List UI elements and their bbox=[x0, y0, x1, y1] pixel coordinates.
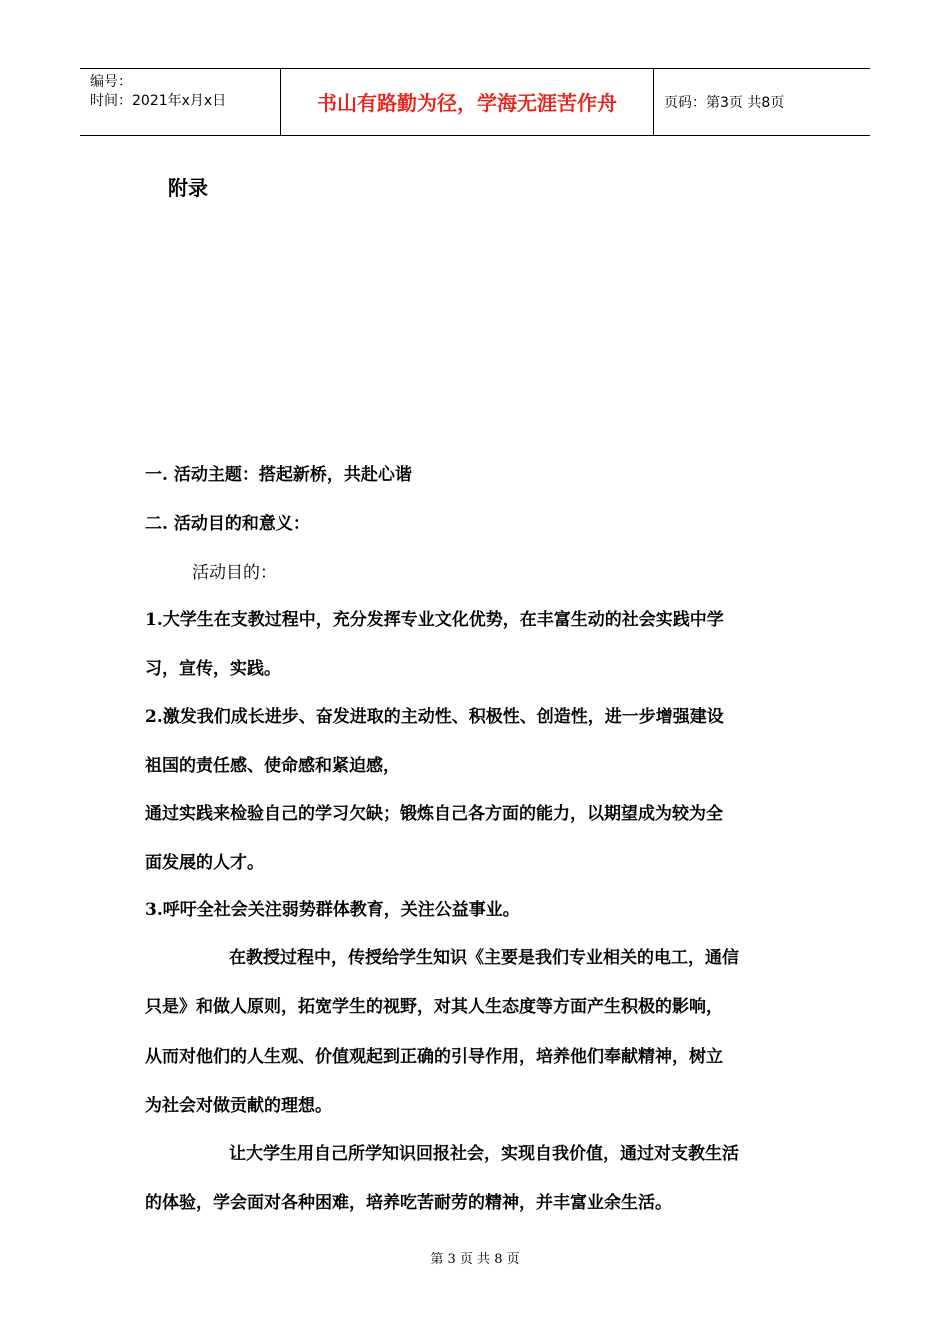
paragraph-line: 的体验，学会面对各种困难，培养吃苦耐劳的精神，并丰富业余生活。 bbox=[145, 1193, 672, 1213]
paragraph-line: 让大学生用自己所学知识回报社会，实现自我价值，通过对支教生活 bbox=[229, 1144, 739, 1164]
header-meta bbox=[80, 69, 280, 135]
paragraph-line: 从而对他们的人生观、价值观起到正确的引导作用，培养他们奉献精神，树立 bbox=[145, 1047, 723, 1067]
paragraph-line: 面发展的人才。 bbox=[145, 853, 264, 873]
paragraph-line: 3.呼吁全社会关注弱势群体教育，关注公益事业。 bbox=[145, 900, 520, 920]
paragraph-line: 通过实践来检验自己的学习欠缺；锻炼自己各方面的能力，以期望成为较为全 bbox=[145, 804, 723, 824]
paragraph-line: 2.激发我们成长进步、奋发进取的主动性、积极性、创造性，进一步增强建设 bbox=[145, 707, 724, 727]
paragraph-line: 在教授过程中，传授给学生知识《主要是我们专业相关的电工，通信 bbox=[229, 948, 739, 968]
header-motto: 书山有路勤为径，学海无涯苦作舟 bbox=[280, 69, 654, 135]
section-theme: 一. 活动主题：搭起新桥，共赴心谐 bbox=[145, 465, 412, 485]
paragraph-line: 祖国的责任感、使命感和紧迫感， bbox=[145, 756, 400, 776]
paragraph-line: 1.大学生在支教过程中，充分发挥专业文化优势，在丰富生动的社会实践中学 bbox=[145, 610, 724, 630]
header-time-label: 时间：2021年x月x日 bbox=[90, 93, 227, 109]
page-footer: 第 3 页 共 8 页 bbox=[430, 1252, 520, 1267]
paragraph-line: 只是》和做人原则，拓宽学生的视野，对其人生态度等方面产生积极的影响， bbox=[145, 997, 723, 1017]
page-header bbox=[80, 68, 870, 136]
appendix-title: 附录 bbox=[168, 176, 208, 200]
header-page-info: 页码：第3页 共8页 bbox=[664, 95, 785, 111]
purpose-subheading: 活动目的： bbox=[192, 563, 277, 583]
paragraph-line: 为社会对做贡献的理想。 bbox=[145, 1096, 332, 1116]
section-purpose-heading: 二. 活动目的和意义： bbox=[145, 514, 310, 534]
header-number-label: 编号： bbox=[90, 74, 132, 90]
paragraph-line: 习，宣传，实践。 bbox=[145, 659, 281, 679]
